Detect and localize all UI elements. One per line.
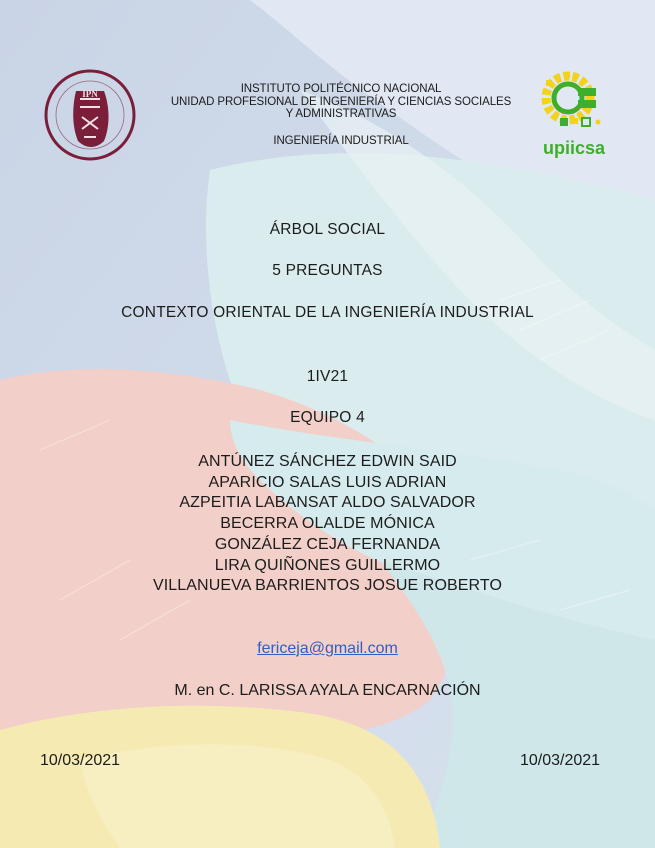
document-title: ÁRBOL SOCIAL [269, 221, 386, 238]
team-member: LIRA QUIÑONES GUILLERMO [214, 556, 441, 574]
course-name: CONTEXTO ORIENTAL DE LA INGENIERÍA INDUSTRIAL [121, 304, 534, 321]
program-name: INGENIERÍA INDUSTRIAL [273, 134, 409, 147]
team-name: EQUIPO 4 [290, 409, 365, 426]
date-left: 10/03/2021 [40, 752, 121, 769]
teacher-name: M. en C. LARISSA AYALA ENCARNACIÓN [174, 682, 481, 699]
email-link[interactable]: fericeja@gmail.com [257, 640, 398, 657]
upiicsa-logo [534, 66, 616, 162]
unit-name-continued: Y ADMINISTRATIVAS [285, 108, 397, 120]
svg-text:IPN: IPN [82, 89, 98, 99]
team-member: VILLANUEVA BARRIENTOS JOSUE ROBERTO [152, 577, 503, 595]
document-subtitle: 5 PREGUNTAS [272, 262, 383, 279]
team-member: GONZÁLEZ CEJA FERNANDA [214, 535, 441, 553]
group-code: 1IV21 [306, 368, 349, 385]
upiicsa-logo-text: upiicsa [542, 138, 606, 158]
team-member: AZPEITIA LABANSAT ALDO SALVADOR [179, 494, 476, 512]
team-member: BECERRA OLALDE MÓNICA [220, 515, 435, 533]
unit-name: UNIDAD PROFESIONAL DE INGENIERÍA Y CIENCIAS SOCIALES [170, 95, 512, 108]
ipn-logo [42, 67, 138, 163]
email-row [0, 640, 655, 658]
team-members [0, 452, 655, 597]
institution-name: INSTITUTO POLITÉCNICO NACIONAL [240, 83, 442, 95]
ipn-seal-icon [42, 67, 138, 163]
team-member: APARICIO SALAS LUIS ADRIAN [208, 473, 447, 491]
institution-header [148, 83, 534, 147]
date-right: 10/03/2021 [520, 752, 601, 769]
upiicsa-gear-icon [534, 66, 616, 162]
team-member: ANTÚNEZ SÁNCHEZ EDWIN SAID [198, 453, 457, 470]
